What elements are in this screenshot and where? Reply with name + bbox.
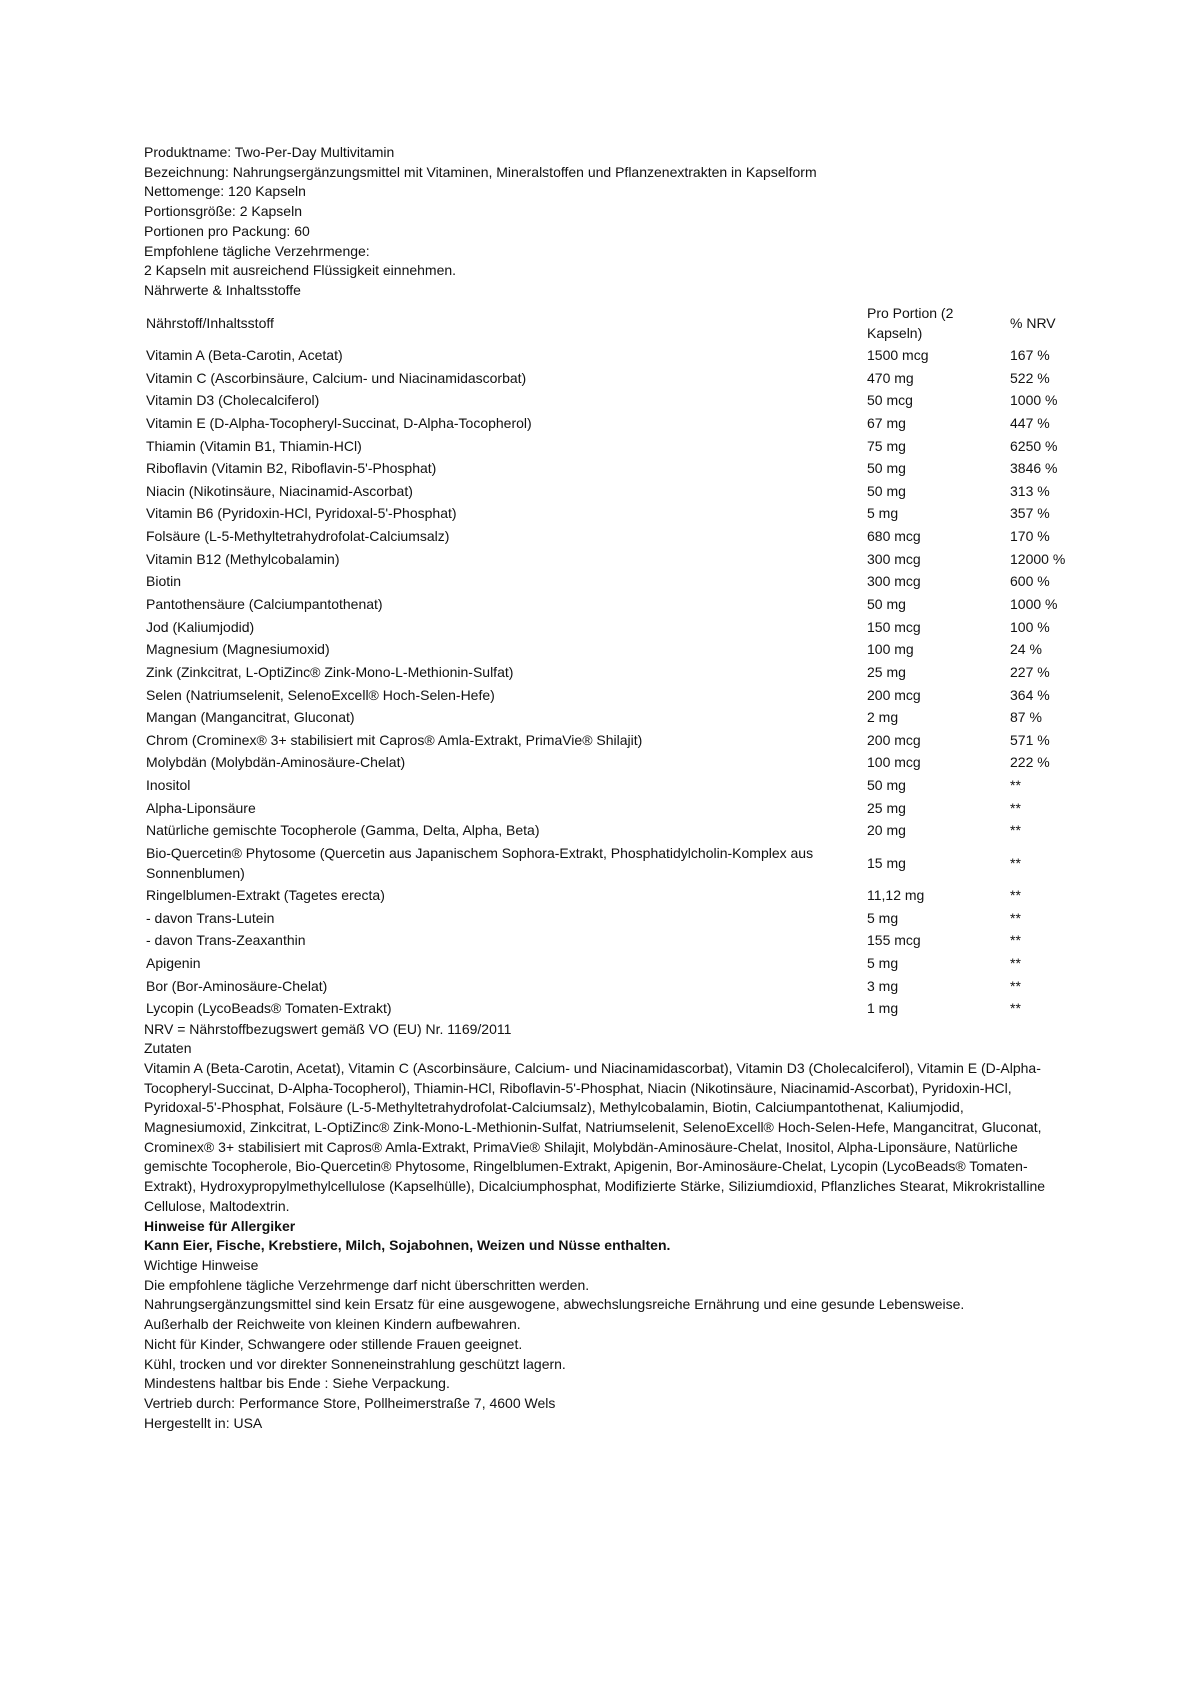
- table-row: [146, 683, 1066, 706]
- ingredients-heading: Zutaten: [144, 1040, 192, 1057]
- nutrient-amount: 5 mg: [867, 909, 899, 926]
- distributor-line: Vertrieb durch: Performance Store, Pollheimerstraße 7, 4600 Wels: [144, 1394, 556, 1411]
- nutrient-name: - davon Trans-Lutein: [146, 909, 275, 926]
- nutrient-name: Vitamin A (Beta-Carotin, Acetat): [146, 346, 343, 363]
- nutrient-name: Jod (Kaliumjodid): [146, 618, 255, 635]
- nutrient-name: Lycopin (LycoBeads® Tomaten-Extrakt): [146, 1000, 392, 1017]
- table-row: [146, 774, 1066, 797]
- nutrient-nrv: 12000 %: [1010, 550, 1066, 567]
- nutrient-name: Folsäure (L-5-Methyltetrahydrofolat-Calciumsalz): [146, 528, 450, 545]
- table-row: [146, 661, 1066, 684]
- note-line: Kühl, trocken und vor direkter Sonneneinstrahlung geschützt lagern.: [144, 1355, 566, 1372]
- nutrient-name: Selen (Natriumselenit, SelenoExcell® Hoch-Selen-Hefe): [146, 686, 495, 703]
- nutrient-name: Niacin (Nikotinsäure, Niacinamid-Ascorbat): [146, 482, 413, 499]
- nutrient-nrv: 522 %: [1010, 369, 1050, 386]
- nutrient-name: Vitamin E (D-Alpha-Tocopheryl-Succinat, D-Alpha-Tocopherol): [146, 414, 532, 431]
- nutrient-amount: 1 mg: [867, 1000, 899, 1017]
- column-header-nrv: % NRV: [1010, 314, 1056, 331]
- nutrient-nrv: **: [1010, 1000, 1021, 1017]
- nutrient-nrv: 222 %: [1010, 754, 1050, 771]
- product-name-line: Produktname: Two-Per-Day Multivitamin: [144, 144, 395, 160]
- net-quantity-line: Nettomenge: 120 Kapseln: [144, 183, 306, 200]
- nutrient-amount: 2 mg: [867, 709, 899, 726]
- nutrient-amount: 470 mg: [867, 369, 914, 386]
- nutrient-name: Apigenin: [146, 954, 201, 971]
- designation-line: Bezeichnung: Nahrungsergänzungsmittel mit Vitaminen, Mineralstoffen und Pflanzenextrakten in Kapselform: [144, 163, 817, 180]
- nutrient-amount: 67 mg: [867, 414, 906, 431]
- nrv-footnote: NRV = Nährstoffbezugswert gemäß VO (EU) Nr. 1169/2011: [144, 1020, 512, 1037]
- table-row: [146, 884, 1066, 907]
- nutrient-amount: 3 mg: [867, 977, 899, 994]
- nutrient-amount: 25 mg: [867, 663, 906, 680]
- table-row: [146, 344, 1066, 367]
- nutrient-nrv: 3846 %: [1010, 460, 1058, 477]
- made-in-line: Hergestellt in: USA: [144, 1414, 263, 1431]
- table-row: [146, 434, 1066, 457]
- notes-heading: Wichtige Hinweise: [144, 1257, 259, 1273]
- column-header-per-serving: Pro Portion (2 Kapseln): [867, 304, 954, 341]
- nutrient-nrv: **: [1010, 977, 1021, 994]
- nutrient-name: Vitamin B12 (Methylcobalamin): [146, 550, 340, 567]
- nutrient-nrv: 87 %: [1010, 709, 1042, 726]
- nutrient-amount: 150 mcg: [867, 618, 921, 635]
- nutrient-nrv: **: [1010, 777, 1021, 794]
- nutrient-amount: 155 mcg: [867, 932, 921, 949]
- nutrient-name: Vitamin B6 (Pyridoxin-HCl, Pyridoxal-5'-Phosphat): [146, 505, 457, 522]
- table-row: [146, 751, 1066, 774]
- note-line: Nicht für Kinder, Schwangere oder stillende Frauen geeignet.: [144, 1335, 523, 1352]
- nutrient-nrv: **: [1010, 954, 1021, 971]
- table-row: [146, 974, 1066, 997]
- note-line: Die empfohlene tägliche Verzehrmenge darf nicht überschritten werden.: [144, 1276, 590, 1293]
- nutrient-name: Alpha-Liponsäure: [146, 799, 256, 816]
- table-row: [146, 479, 1066, 502]
- nutrient-nrv: 227 %: [1010, 663, 1050, 680]
- product-document: [144, 143, 1064, 1433]
- nutrient-amount: 15 mg: [867, 854, 906, 871]
- nutrient-amount: 200 mcg: [867, 686, 921, 703]
- nutrient-amount: 20 mg: [867, 822, 906, 839]
- recommended-intake-heading: Empfohlene tägliche Verzehrmenge:: [144, 242, 370, 259]
- nutrient-nrv: **: [1010, 799, 1021, 816]
- nutrient-nrv: 167 %: [1010, 346, 1050, 363]
- nutrient-amount: 5 mg: [867, 505, 899, 522]
- nutrient-amount: 1500 mcg: [867, 346, 929, 363]
- table-row: [146, 570, 1066, 593]
- table-row: [146, 615, 1066, 638]
- nutrient-name: Molybdän (Molybdän-Aminosäure-Chelat): [146, 754, 406, 771]
- recommended-intake-text: 2 Kapseln mit ausreichend Flüssigkeit einnehmen.: [144, 262, 457, 279]
- nutrient-amount: 5 mg: [867, 954, 899, 971]
- table-row: [146, 952, 1066, 975]
- nutrient-nrv: **: [1010, 822, 1021, 839]
- note-line: Außerhalb der Reichweite von kleinen Kindern aufbewahren.: [144, 1316, 521, 1333]
- note-line: Mindestens haltbar bis Ende : Siehe Verpackung.: [144, 1375, 450, 1392]
- allergy-text: Kann Eier, Fische, Krebstiere, Milch, Sojabohnen, Weizen und Nüsse enthalten.: [144, 1237, 671, 1254]
- table-row: [146, 525, 1066, 548]
- nutrient-name: Bio-Quercetin® Phytosome (Quercetin aus Japanischem Sophora-Extrakt, Phosphatidylcholin-Komplex aus Sonnenblumen): [146, 844, 814, 881]
- nutrient-amount: 75 mg: [867, 437, 906, 454]
- nutrient-nrv: 357 %: [1010, 505, 1050, 522]
- table-row: [146, 457, 1066, 480]
- nutrient-nrv: **: [1010, 909, 1021, 926]
- nutrient-amount: 100 mg: [867, 641, 914, 658]
- table-row: [146, 638, 1066, 661]
- nutrient-amount: 50 mg: [867, 482, 906, 499]
- nutrient-nrv: **: [1010, 854, 1021, 871]
- column-header-nutrient: Nährstoff/Inhaltsstoff: [146, 314, 274, 331]
- nutrient-name: Chrom (Crominex® 3+ stabilisiert mit Capros® Amla-Extrakt, PrimaVie® Shilajit): [146, 731, 643, 748]
- serving-size-line: Portionsgröße: 2 Kapseln: [144, 203, 302, 220]
- nutrient-name: Vitamin D3 (Cholecalciferol): [146, 392, 320, 409]
- nutrient-nrv: 447 %: [1010, 414, 1050, 431]
- note-line: Nahrungsergänzungsmittel sind kein Ersatz für eine ausgewogene, abwechslungsreiche Ernährung und eine gesunde Lebensweise.: [144, 1296, 965, 1313]
- nutrient-name: Riboflavin (Vitamin B2, Riboflavin-5'-Phosphat): [146, 460, 437, 477]
- nutrient-name: Pantothensäure (Calciumpantothenat): [146, 595, 383, 612]
- nutrient-amount: 200 mcg: [867, 731, 921, 748]
- nutrient-nrv: 364 %: [1010, 686, 1050, 703]
- nutrient-name: Magnesium (Magnesiumoxid): [146, 641, 330, 658]
- nutrient-nrv: 600 %: [1010, 573, 1050, 590]
- nutrient-nrv: 6250 %: [1010, 437, 1058, 454]
- nutrient-amount: 300 mcg: [867, 573, 921, 590]
- table-row: [146, 819, 1066, 842]
- nutrient-name: Biotin: [146, 573, 182, 590]
- table-row: [146, 729, 1066, 752]
- nutrient-name: Ringelblumen-Extrakt (Tagetes erecta): [146, 887, 385, 904]
- nutrient-name: Thiamin (Vitamin B1, Thiamin-HCl): [146, 437, 362, 454]
- nutrient-nrv: 1000 %: [1010, 595, 1058, 612]
- servings-per-package-line: Portionen pro Packung: 60: [144, 222, 310, 239]
- table-header-row: [146, 302, 1066, 344]
- nutrient-nrv: 170 %: [1010, 528, 1050, 545]
- nutrient-nrv: 24 %: [1010, 641, 1042, 658]
- table-row: [146, 389, 1066, 412]
- nutrition-table: [146, 302, 1066, 1020]
- table-row: [146, 502, 1066, 525]
- nutrient-amount: 50 mg: [867, 595, 906, 612]
- nutrient-name: Zink (Zinkcitrat, L-OptiZinc® Zink-Mono-L-Methionin-Sulfat): [146, 663, 514, 680]
- nutrient-name: Bor (Bor-Aminosäure-Chelat): [146, 977, 328, 994]
- nutrient-nrv: 100 %: [1010, 618, 1050, 635]
- table-row: [146, 366, 1066, 389]
- nutrient-nrv: 313 %: [1010, 482, 1050, 499]
- nutrient-amount: 300 mcg: [867, 550, 921, 567]
- table-row: [146, 706, 1066, 729]
- table-row: [146, 547, 1066, 570]
- nutrient-name: - davon Trans-Zeaxanthin: [146, 932, 306, 949]
- nutrient-nrv: 1000 %: [1010, 392, 1058, 409]
- nutrient-nrv: **: [1010, 932, 1021, 949]
- nutrient-name: Vitamin C (Ascorbinsäure, Calcium- und Niacinamidascorbat): [146, 369, 527, 386]
- nutrition-section-heading: Nährwerte & Inhaltsstoffe: [144, 281, 301, 298]
- nutrient-name: Inositol: [146, 777, 191, 794]
- nutrient-nrv: **: [1010, 887, 1021, 904]
- nutrient-amount: 50 mg: [867, 460, 906, 477]
- nutrient-amount: 25 mg: [867, 799, 906, 816]
- table-row: [146, 997, 1066, 1020]
- nutrient-amount: 680 mcg: [867, 528, 921, 545]
- nutrient-amount: 100 mcg: [867, 754, 921, 771]
- nutrient-name: Natürliche gemischte Tocopherole (Gamma, Delta, Alpha, Beta): [146, 822, 540, 839]
- nutrient-name: Mangan (Mangancitrat, Gluconat): [146, 709, 355, 726]
- nutrient-amount: 11,12 mg: [867, 887, 925, 904]
- nutrient-amount: 50 mcg: [867, 392, 913, 409]
- table-row: [146, 412, 1066, 435]
- ingredients-text: Vitamin A (Beta-Carotin, Acetat), Vitamin C (Ascorbinsäure, Calcium- und Niacinamidascorbat), Vitamin D3 (Cholecalciferol), Vitamin E (D-Alpha-Tocopheryl-Succinat, D-Alpha-Tocopherol), Thiamin-HCl, Riboflavin-5'-Phosphat, Niacin (Nikotinsäure, Niacinamid-Ascorbat), Pyridoxin-HCl, Pyridoxal-5'-Phosphat, Folsäure (L-5-Methyltetrahydrofolat-Calciumsalz), Methylcobalamin, Biotin, Calciumpantothenat, Kaliumjodid, Magnesiumoxid, Zinkcitrat, L-OptiZinc® Zink-Mono-L-Methionin-Sulfat, Natriumselenit, SelenoExcell® Hoch-Selen-Hefe, Mangancitrat, Gluconat, Crominex® 3+ stabilisiert mit Capros® Amla-Extrakt, PrimaVie® Shilajit, Molybdän-Aminosäure-Chelat, Inositol, Alpha-Liponsäure, Natürliche gemischte Tocopherole, Bio-Quercetin® Phytosome, Ringelblumen-Extrakt, Apigenin, Bor-Aminosäure-Chelat, Lycopin (LycoBeads® Tomaten-Extrakt), Hydroxypropylmethylcellulose (Kapselhülle), Dicalciumphosphat, Modifizierte Stärke, Siliziumdioxid, Pflanzliches Stearat, Mikrokristalline Cellulose, Maltodextrin.: [144, 1059, 1046, 1214]
- nutrient-amount: 50 mg: [867, 777, 906, 794]
- allergy-heading: Hinweise für Allergiker: [144, 1217, 296, 1234]
- table-row: [146, 929, 1066, 952]
- nutrient-nrv: 571 %: [1010, 731, 1050, 748]
- table-row: [146, 796, 1066, 819]
- table-row: [146, 906, 1066, 929]
- table-row: [146, 593, 1066, 616]
- table-row: [146, 842, 1066, 884]
